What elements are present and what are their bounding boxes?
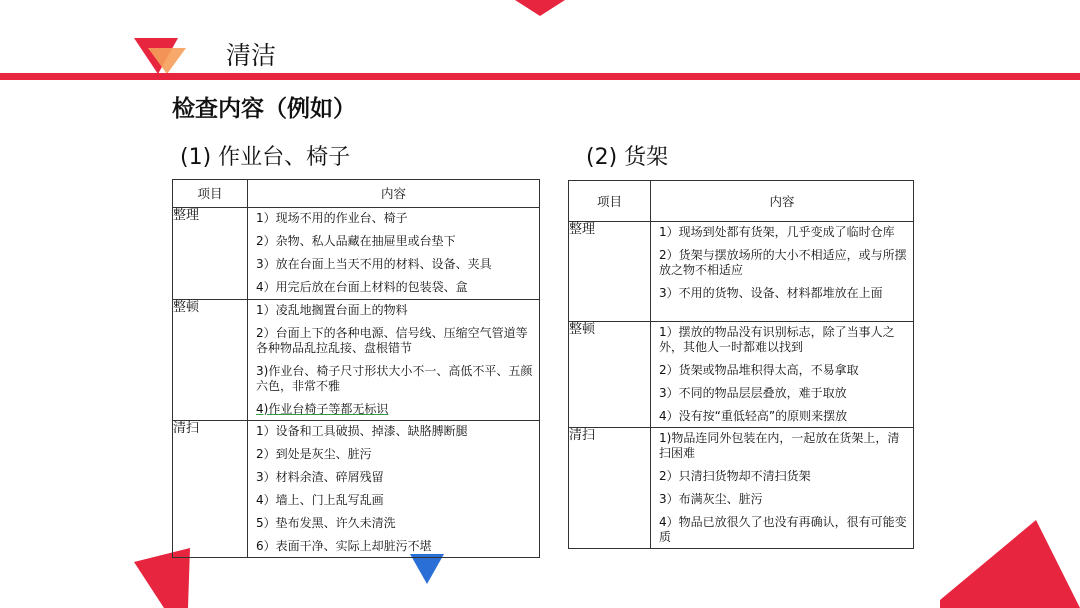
list-item: 3)作业台、椅子尺寸形状大小不一、高低不平、五颜六色，非常不雅 xyxy=(256,364,533,393)
list-item: 2）杂物、私人品藏在抽屉里或台垫下 xyxy=(256,234,456,248)
inspection-table-shelf xyxy=(568,180,914,549)
list-item: 1）凌乱地搁置台面上的物料 xyxy=(256,303,408,317)
category-cell: 整顿 xyxy=(569,322,651,428)
list-item: 2）台面上下的各种电源、信号线、压缩空气管道等各种物品乱拉乱接、盘根错节 xyxy=(256,326,528,355)
bottom-center-triangle-decoration xyxy=(410,554,444,584)
page-title: 检查内容（例如） xyxy=(172,96,356,122)
table-row xyxy=(173,300,540,421)
list-item: 6）表面干净、实际上却脏污不堪 xyxy=(256,539,432,553)
list-item: 3）不用的货物、设备、材料都堆放在上面 xyxy=(659,286,883,300)
column-header-item: 项目 xyxy=(569,181,651,222)
list-item: 4)作业台椅子等都无标识 xyxy=(256,402,389,416)
category-cell: 清扫 xyxy=(173,421,248,558)
list-item: 3）布满灰尘、脏污 xyxy=(659,492,763,506)
category-cell: 整理 xyxy=(569,222,651,322)
column-header-item: 项目 xyxy=(173,180,248,208)
table-row xyxy=(569,322,914,428)
list-item: 4）物品已放很久了也没有再确认，很有可能变质 xyxy=(659,515,907,544)
list-item: 1）现场不用的作业台、椅子 xyxy=(256,211,408,225)
table-row xyxy=(569,222,914,322)
table2-title: (2) 货架 xyxy=(586,145,669,170)
bottom-right-triangle-decoration xyxy=(940,520,1080,608)
list-item: 1）设备和工具破损、掉漆、缺胳膊断腿 xyxy=(256,424,468,438)
table1-title: (1) 作业台、椅子 xyxy=(180,145,351,170)
category-cell: 整顿 xyxy=(173,300,248,421)
top-triangle-decoration xyxy=(515,0,565,18)
list-item: 2）只清扫货物却不清扫货架 xyxy=(659,469,811,483)
list-item: 1)物品连同外包装在内，一起放在货架上，清扫困难 xyxy=(659,431,900,460)
list-item: 3）不同的物品层层叠放，难于取放 xyxy=(659,386,847,400)
list-item: 2）到处是灰尘、脏污 xyxy=(256,447,372,461)
list-item: 1）现场到处都有货架，几乎变成了临时仓库 xyxy=(659,225,895,239)
list-item: 4）用完后放在台面上材料的包装袋、盒 xyxy=(256,280,468,294)
table-row xyxy=(173,208,540,300)
list-item: 5）垫布发黑、许久未清洗 xyxy=(256,516,396,530)
table-row xyxy=(569,428,914,549)
list-item: 3）材料余渣、碎屑残留 xyxy=(256,470,384,484)
category-cell: 清扫 xyxy=(569,428,651,549)
category-cell: 整理 xyxy=(173,208,248,300)
column-header-content: 内容 xyxy=(248,180,540,208)
logo-triangle-decoration xyxy=(134,38,186,76)
column-header-content: 内容 xyxy=(651,181,914,222)
list-item: 2）货架与摆放场所的大小不相适应，或与所摆放之物不相适应 xyxy=(659,248,907,277)
list-item: 4）没有按“重低轻高”的原则来摆放 xyxy=(659,409,848,423)
header-divider xyxy=(0,73,1080,80)
list-item: 2）货架或物品堆积得太高，不易拿取 xyxy=(659,363,859,377)
inspection-table-workbench xyxy=(172,179,540,558)
table-row xyxy=(173,421,540,558)
list-item: 3）放在台面上当天不用的材料、设备、夹具 xyxy=(256,257,492,271)
list-item: 1）摆放的物品没有识别标志，除了当事人之外，其他人一时都难以找到 xyxy=(659,325,895,354)
header-title: 清洁 xyxy=(226,41,277,70)
list-item: 4）墙上、门上乱写乱画 xyxy=(256,493,384,507)
